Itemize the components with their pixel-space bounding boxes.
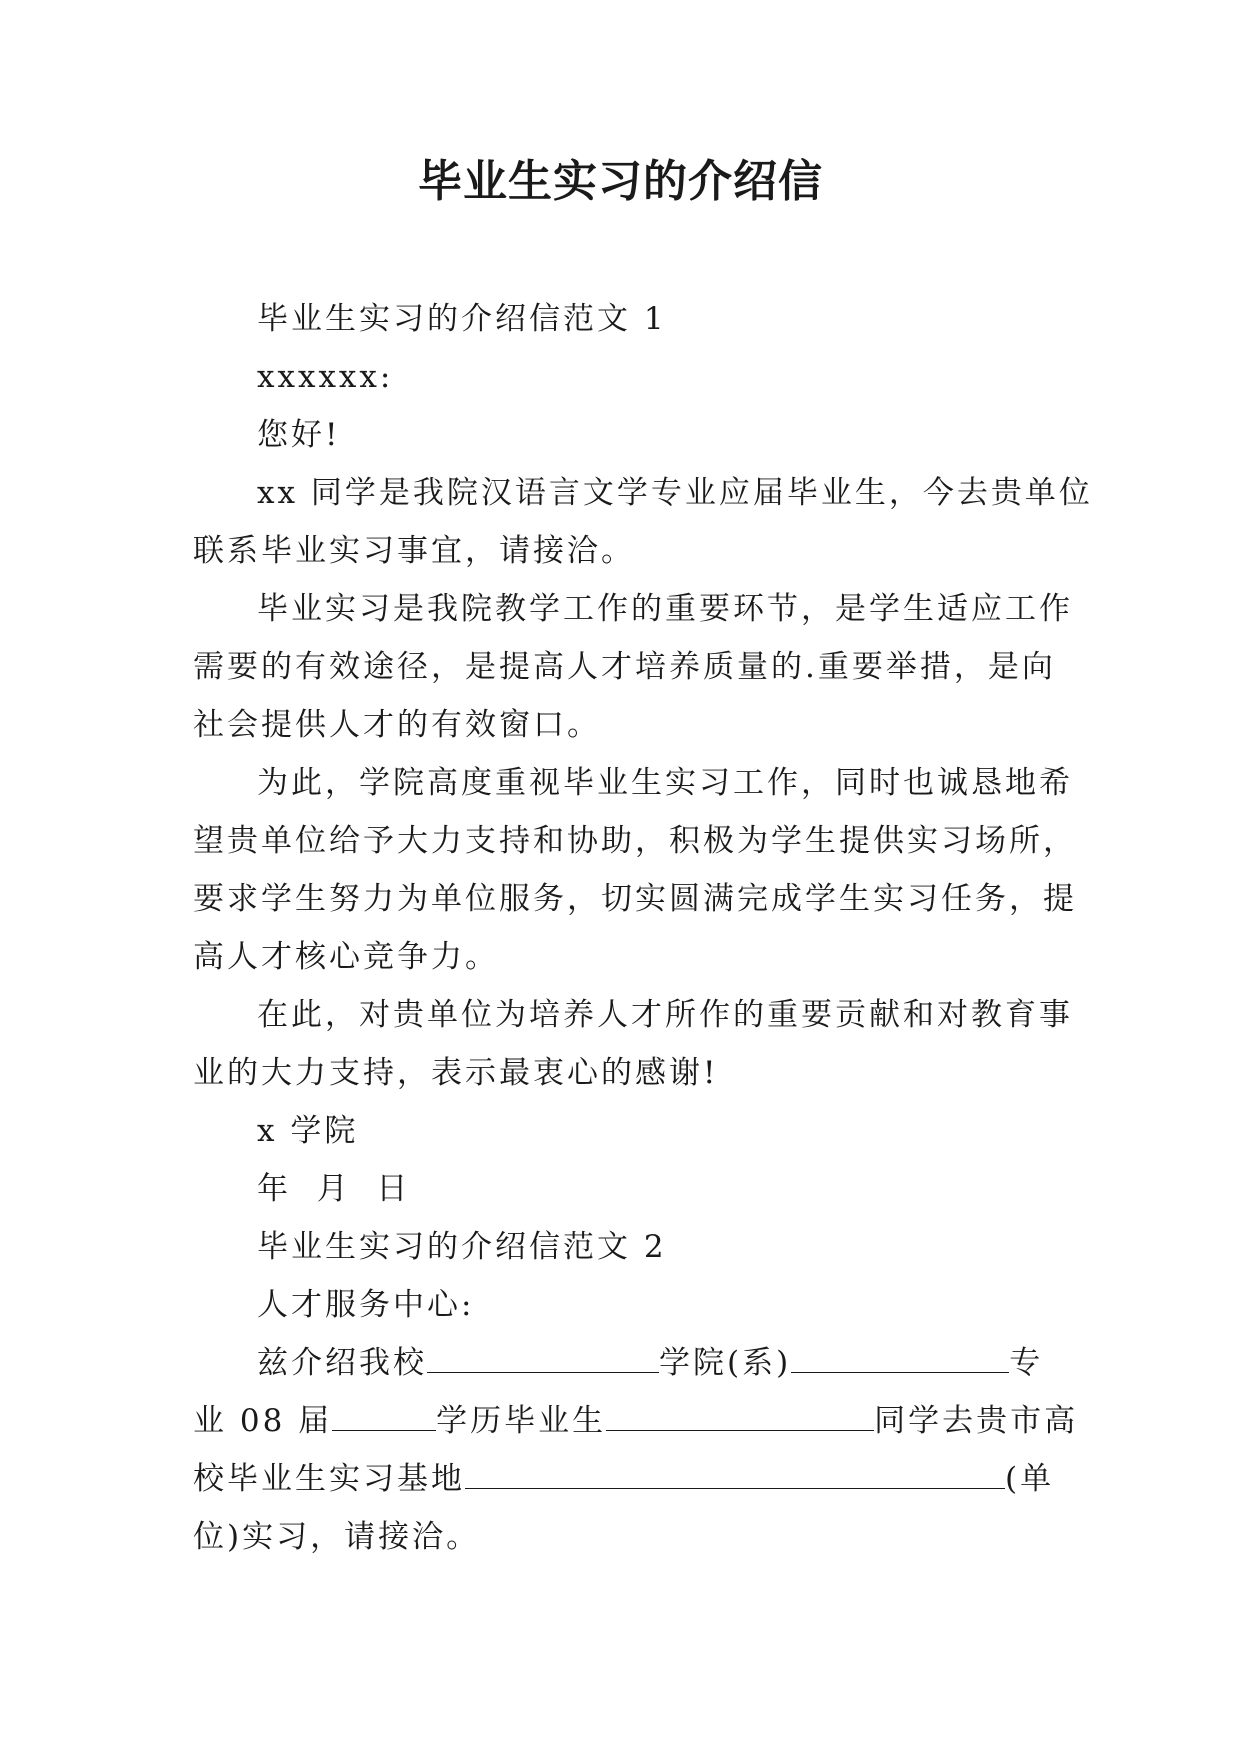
paragraph-line <box>193 1334 1059 1392</box>
text-segment: 学院(系) <box>659 1345 792 1381</box>
paragraph-line: 高人才核心竞争力。 <box>193 939 499 975</box>
letter1-heading: 毕业生实习的介绍信范文 1 <box>257 301 667 337</box>
letter1-paragraph-4 <box>193 986 1073 1102</box>
fill-in-blank-internship-base[interactable] <box>465 1458 1005 1489</box>
fill-in-blank-degree[interactable] <box>332 1400 436 1431</box>
paragraph-line: 位)实习，请接洽。 <box>193 1519 481 1555</box>
paragraph-line: 社会提供人才的有效窗口。 <box>193 707 601 743</box>
text-segment: 同学去贵市高 <box>874 1403 1079 1439</box>
fill-in-blank-school[interactable] <box>427 1342 659 1373</box>
text-segment: 学历毕业生 <box>436 1403 607 1439</box>
letter2-paragraph <box>193 1334 1079 1566</box>
document-body <box>193 290 1093 1566</box>
letter2-heading: 毕业生实习的介绍信范文 2 <box>257 1229 667 1265</box>
paragraph-line: xx 同学是我院汉语言文学专业应届毕业生，今去贵单位 <box>257 475 1093 511</box>
text-segment: 校毕业生实习基地 <box>193 1461 465 1497</box>
paragraph-line: 毕业实习是我院教学工作的重要环节，是学生适应工作 <box>257 591 1073 627</box>
letter1-addressee: xxxxxx: <box>257 359 394 395</box>
letter1-signature: x 学院 <box>257 1113 359 1149</box>
paragraph-line <box>193 1450 1059 1508</box>
paragraph-line: 需要的有效途径，是提高人才培养质量的.重要举措，是向 <box>193 649 1056 685</box>
text-segment: 业 08 届 <box>193 1403 333 1439</box>
letter1-paragraph-3 <box>193 754 1077 986</box>
letter1-greeting: 您好! <box>257 417 341 453</box>
text-segment: 兹介绍我校 <box>257 1345 427 1381</box>
fill-in-blank-student-name[interactable] <box>606 1400 874 1431</box>
text-segment: (单 <box>1005 1461 1055 1497</box>
paragraph-line: 为此，学院高度重视毕业生实习工作，同时也诚恳地希 <box>257 765 1073 801</box>
letter2-addressee: 人才服务中心: <box>257 1287 475 1323</box>
fill-in-blank-department[interactable] <box>791 1342 1009 1373</box>
paragraph-line: 在此，对贵单位为培养人才所作的重要贡献和对教育事 <box>257 997 1073 1033</box>
paragraph-line: 业的大力支持，表示最衷心的感谢! <box>193 1055 719 1091</box>
paragraph-line <box>193 1392 1079 1450</box>
paragraph-line: 要求学生努力为单位服务，切实圆满完成学生实习任务，提 <box>193 881 1077 917</box>
paragraph-line: 望贵单位给予大力支持和协助，积极为学生提供实习场所， <box>193 823 1077 859</box>
text-segment: 专 <box>1009 1345 1044 1381</box>
letter1-paragraph-1 <box>193 464 1093 580</box>
letter1-paragraph-2 <box>193 580 1073 754</box>
document-title: 毕业生实习的介绍信 <box>418 156 823 207</box>
letter1-date: 年 月 日 <box>257 1171 411 1207</box>
paragraph-line: 联系毕业实习事宜，请接洽。 <box>193 533 635 569</box>
